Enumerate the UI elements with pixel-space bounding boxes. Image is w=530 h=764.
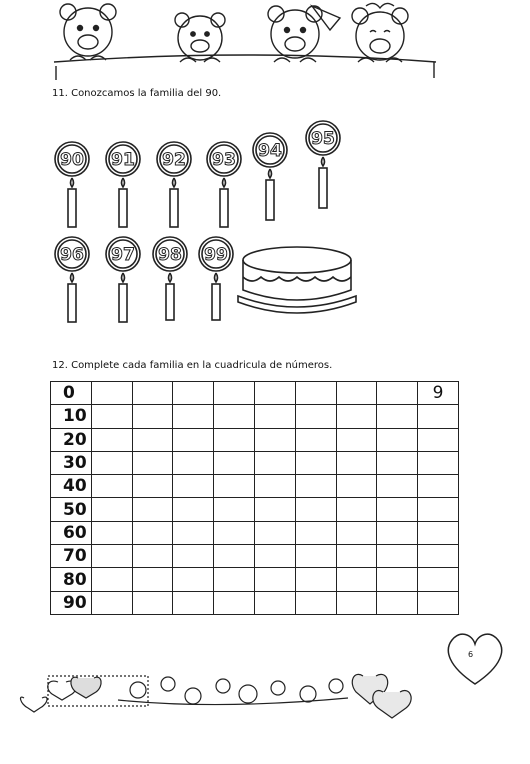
page-number-heart	[442, 628, 508, 688]
candle-91	[106, 142, 140, 227]
grid-cell[interactable]	[173, 451, 214, 474]
grid-cell[interactable]	[418, 545, 459, 568]
flowers-hearts-footer	[18, 664, 446, 724]
grid-cell[interactable]	[418, 405, 459, 428]
bears-header-illustration	[50, 0, 440, 86]
grid-cell[interactable]	[91, 498, 132, 521]
grid-cell[interactable]	[336, 521, 377, 544]
grid-cell[interactable]	[336, 405, 377, 428]
grid-cell[interactable]	[214, 405, 255, 428]
candle-94	[253, 133, 287, 220]
grid-cell[interactable]	[173, 568, 214, 591]
candles-illustration	[40, 112, 370, 330]
grid-cell[interactable]	[295, 451, 336, 474]
grid-cell[interactable]	[173, 498, 214, 521]
grid-cell[interactable]	[336, 451, 377, 474]
grid-cell[interactable]	[295, 428, 336, 451]
grid-cell[interactable]	[418, 521, 459, 544]
number-grid	[50, 381, 459, 615]
grid-cell[interactable]	[418, 475, 459, 498]
svg-text:93: 93	[212, 150, 236, 170]
grid-cell[interactable]	[91, 382, 132, 405]
grid-row	[51, 405, 459, 428]
svg-text:99: 99	[204, 245, 228, 265]
row-label: 0	[51, 382, 92, 405]
grid-cell[interactable]	[173, 591, 214, 614]
svg-text:92: 92	[162, 150, 186, 170]
grid-cell[interactable]	[254, 498, 295, 521]
grid-cell[interactable]	[173, 428, 214, 451]
grid-cell[interactable]	[336, 475, 377, 498]
grid-cell[interactable]	[214, 428, 255, 451]
svg-text:95: 95	[311, 129, 335, 149]
grid-cell[interactable]	[254, 382, 295, 405]
grid-row	[51, 475, 459, 498]
grid-cell[interactable]	[214, 451, 255, 474]
grid-row	[51, 428, 459, 451]
grid-cell[interactable]	[377, 475, 418, 498]
grid-cell[interactable]	[214, 591, 255, 614]
grid-cell[interactable]	[377, 428, 418, 451]
grid-cell[interactable]	[295, 498, 336, 521]
grid-cell[interactable]	[173, 405, 214, 428]
row-label: 10	[51, 405, 92, 428]
candle-98	[153, 237, 187, 320]
svg-text:97: 97	[111, 245, 135, 265]
grid-cell[interactable]	[254, 451, 295, 474]
grid-cell[interactable]	[132, 475, 173, 498]
grid-cell[interactable]	[377, 498, 418, 521]
grid-cell[interactable]	[214, 521, 255, 544]
grid-cell[interactable]	[295, 545, 336, 568]
svg-text:96: 96	[60, 245, 84, 265]
grid-row	[51, 591, 459, 614]
grid-cell[interactable]	[132, 521, 173, 544]
grid-cell[interactable]	[91, 591, 132, 614]
grid-cell[interactable]	[295, 521, 336, 544]
grid-cell[interactable]	[377, 591, 418, 614]
grid-cell[interactable]	[214, 498, 255, 521]
grid-cell[interactable]	[91, 451, 132, 474]
grid-cell[interactable]	[377, 451, 418, 474]
grid-cell[interactable]	[336, 382, 377, 405]
grid-cell[interactable]	[132, 591, 173, 614]
grid-cell[interactable]	[254, 521, 295, 544]
svg-text:91: 91	[111, 150, 135, 170]
grid-cell[interactable]	[214, 545, 255, 568]
grid-cell[interactable]	[336, 545, 377, 568]
grid-cell[interactable]	[132, 428, 173, 451]
grid-cell[interactable]	[377, 545, 418, 568]
grid-cell[interactable]	[173, 545, 214, 568]
candle-90	[55, 142, 89, 227]
row-label: 40	[51, 475, 92, 498]
grid-cell[interactable]	[254, 568, 295, 591]
grid-cell[interactable]	[91, 545, 132, 568]
page-number: 6	[468, 650, 474, 659]
row-label: 70	[51, 545, 92, 568]
grid-cell[interactable]	[418, 498, 459, 521]
grid-row	[51, 568, 459, 591]
grid-cell[interactable]	[254, 545, 295, 568]
grid-cell[interactable]	[295, 382, 336, 405]
grid-cell[interactable]	[377, 382, 418, 405]
grid-cell[interactable]	[173, 382, 214, 405]
grid-cell[interactable]	[132, 451, 173, 474]
candle-97	[106, 237, 140, 322]
row-label: 20	[51, 428, 92, 451]
row-label: 80	[51, 568, 92, 591]
grid-cell[interactable]	[214, 382, 255, 405]
grid-cell[interactable]	[336, 498, 377, 521]
grid-cell[interactable]	[173, 521, 214, 544]
grid-cell[interactable]	[254, 428, 295, 451]
grid-cell[interactable]	[173, 475, 214, 498]
grid-cell[interactable]	[295, 405, 336, 428]
svg-text:98: 98	[158, 245, 182, 265]
candle-93	[207, 142, 241, 227]
grid-cell[interactable]	[377, 521, 418, 544]
grid-cell[interactable]	[91, 428, 132, 451]
grid-cell[interactable]	[295, 475, 336, 498]
grid-cell[interactable]	[336, 591, 377, 614]
candle-92	[157, 142, 191, 227]
grid-cell[interactable]	[295, 568, 336, 591]
grid-row	[51, 451, 459, 474]
grid-row	[51, 498, 459, 521]
grid-cell[interactable]	[254, 405, 295, 428]
grid-cell[interactable]	[91, 568, 132, 591]
grid-cell[interactable]	[418, 428, 459, 451]
grid-cell[interactable]	[377, 568, 418, 591]
grid-cell[interactable]	[418, 451, 459, 474]
grid-cell[interactable]	[214, 475, 255, 498]
grid-cell[interactable]	[336, 428, 377, 451]
grid-row	[51, 521, 459, 544]
cake-illustration	[238, 247, 356, 313]
grid-cell[interactable]	[418, 568, 459, 591]
grid-row	[51, 545, 459, 568]
grid-cell[interactable]	[254, 475, 295, 498]
exercise-11-title: 11. Conozcamos la familia del 90.	[52, 88, 222, 99]
candle-96	[55, 237, 89, 322]
grid-cell[interactable]	[295, 591, 336, 614]
svg-text:94: 94	[258, 141, 282, 161]
grid-cell[interactable]	[336, 568, 377, 591]
exercise-12-title: 12. Complete cada familia en la cuadricula de números.	[52, 360, 333, 371]
row-label: 30	[51, 451, 92, 474]
candle-99	[199, 237, 233, 320]
grid-cell[interactable]	[254, 591, 295, 614]
grid-cell[interactable]	[91, 521, 132, 544]
grid-cell[interactable]	[214, 568, 255, 591]
grid-cell[interactable]	[132, 545, 173, 568]
row-label: 60	[51, 521, 92, 544]
row-label: 50	[51, 498, 92, 521]
grid-cell[interactable]	[132, 382, 173, 405]
row-label: 90	[51, 591, 92, 614]
grid-row	[51, 382, 459, 405]
grid-cell[interactable]	[91, 475, 132, 498]
grid-cell[interactable]	[91, 405, 132, 428]
prefilled-cell: 9	[418, 382, 459, 405]
grid-cell[interactable]	[132, 568, 173, 591]
svg-text:90: 90	[60, 150, 84, 170]
grid-cell[interactable]	[377, 405, 418, 428]
grid-cell[interactable]	[132, 498, 173, 521]
grid-cell[interactable]	[418, 591, 459, 614]
candle-95	[306, 121, 340, 208]
grid-cell[interactable]	[132, 405, 173, 428]
